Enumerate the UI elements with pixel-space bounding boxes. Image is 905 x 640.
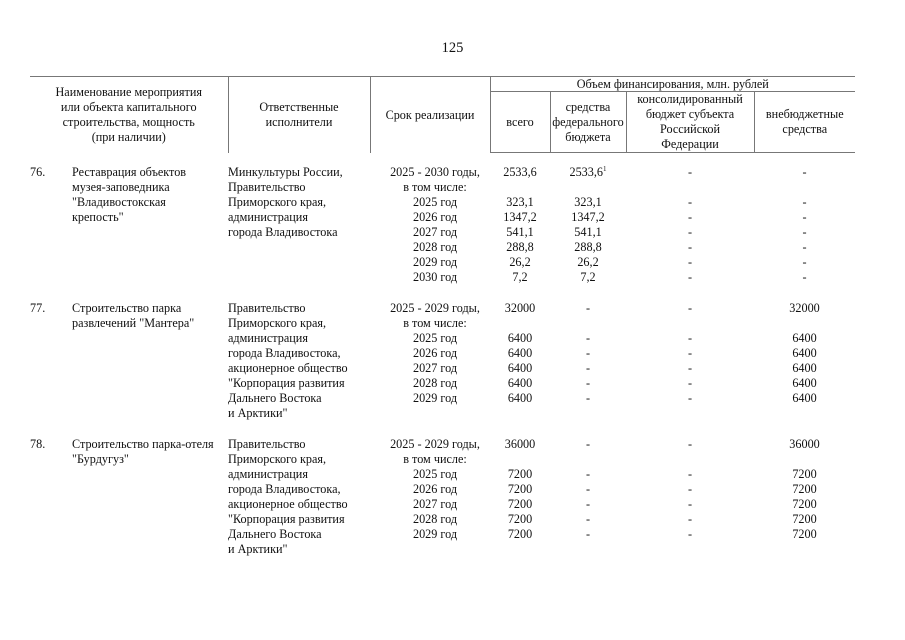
row-total: 2533,6 323,1 1347,2 541,1 288,8 26,2 7,2 [503, 165, 537, 284]
header-term: Срок реализации [370, 77, 490, 153]
row-responsible: Правительство Приморского края, администрация города Владивостока, акционерное общество "Корпорация развития Дальнего Востока и Арктики" [228, 301, 348, 420]
header-responsible: Ответственные исполнители [228, 77, 370, 153]
row-periods: 2025 - 2029 годы, в том числе: 2025 год 2026 год 2027 год 2028 год 2029 год [390, 301, 480, 405]
row-federal: - - - - - - [585, 301, 591, 405]
row-total: 36000 7200 7200 7200 7200 7200 [504, 437, 536, 541]
footnote-marker: 1 [603, 165, 607, 173]
row-regional: - - - - - - - [687, 165, 693, 284]
header-financing-group: Объем финансирования, млн. рублей [490, 77, 855, 92]
table-row [30, 165, 855, 285]
row-cell-name: 77. Строительство парка развлечений "Мантера" [30, 301, 195, 330]
row-offbudget: 36000 7200 7200 7200 7200 7200 [789, 437, 820, 541]
row-federal: - - - - - - [585, 437, 591, 541]
row-responsible: Правительство Приморского края, администрация города Владивостока, акционерное общество "Корпорация развития Дальнего Востока и Арктики" [228, 437, 348, 556]
header-offbudget: внебюджетные средства [754, 92, 855, 153]
table-row [30, 437, 855, 557]
row-offbudget: - - - - - - - [802, 165, 807, 284]
row-regional: - - - - - - [687, 437, 693, 541]
row-periods: 2025 - 2030 годы, в том числе: 2025 год 2026 год 2027 год 2028 год 2029 год 2030 год [390, 165, 480, 284]
row-cell-name: 76. Реставрация объектов музея-заповедника "Владивостокская крепость" [30, 165, 187, 224]
row-responsible: Минкультуры России, Правительство Приморского края, администрация города Владивостока [228, 165, 343, 239]
row-number: 76. [30, 165, 46, 179]
row-total: 32000 6400 6400 6400 6400 6400 [504, 301, 536, 405]
row-regional: - - - - - - [687, 301, 693, 405]
row-number: 78. [30, 437, 46, 451]
table-row [30, 301, 855, 421]
row-offbudget: 32000 6400 6400 6400 6400 6400 [789, 301, 820, 405]
row-cell-name: 78. Строительство парка-отеля "Бурдугуз" [30, 437, 214, 466]
header-total: всего [490, 92, 550, 153]
header-regional: консолидированный бюджет субъекта Российской Федерации [626, 92, 754, 153]
row-periods: 2025 - 2029 годы, в том числе: 2025 год 2026 год 2027 год 2028 год 2029 год [390, 437, 480, 541]
row-federal: 2533,6$^1$ 323,1 1347,2 541,1 288,8 26,2 7,2 [569, 165, 607, 284]
header-federal: средства федерального бюджета [550, 92, 626, 153]
financing-table [30, 76, 855, 557]
page-number: 125 [441, 40, 464, 56]
row-number: 77. [30, 301, 46, 315]
header-name: Наименование мероприятия или объекта капитального строительства, мощность (при наличии) [30, 77, 228, 153]
